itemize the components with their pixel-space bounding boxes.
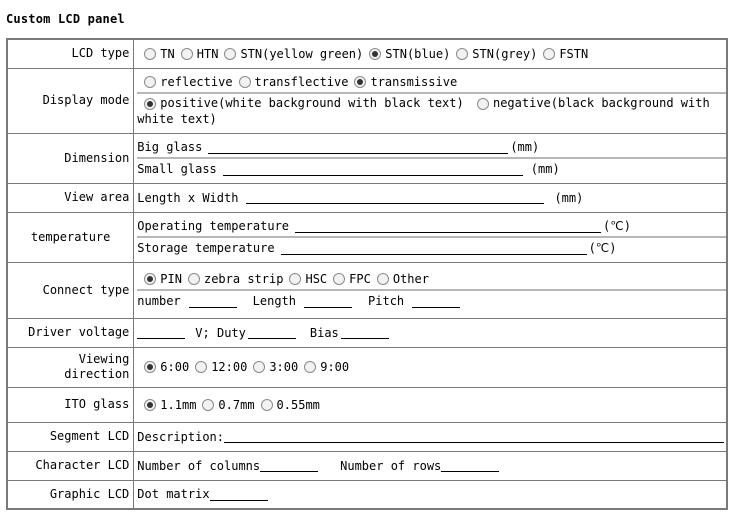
- radio-stn-grey[interactable]: [456, 48, 468, 60]
- storage-temperature-label: Storage temperature: [137, 241, 275, 255]
- view-area-label: View area: [7, 183, 134, 212]
- row-driver-voltage: [7, 318, 727, 347]
- small-glass-label: Small glass: [137, 162, 217, 176]
- dot-matrix-input[interactable]: [210, 488, 268, 501]
- unit-label: (mm): [510, 140, 540, 154]
- radio-label: negative(black background with white text): [137, 96, 710, 126]
- unit-label: (mm): [554, 190, 584, 205]
- radio-label: 12:00: [211, 360, 248, 374]
- radio-transmissive[interactable]: [354, 76, 366, 88]
- unit-label: (℃): [588, 241, 617, 255]
- radio-stn-yellow-green[interactable]: [224, 48, 236, 60]
- radio-fpc[interactable]: [333, 273, 345, 285]
- big-glass-input[interactable]: [208, 141, 508, 154]
- radio-9-00[interactable]: [304, 361, 316, 373]
- radio-label: STN(blue): [385, 46, 451, 61]
- page-title: Custom LCD panel: [6, 12, 125, 26]
- unit-label: (mm): [530, 162, 560, 176]
- rows-input[interactable]: [441, 459, 499, 472]
- voltage-input[interactable]: [137, 326, 185, 339]
- display-mode-options: [134, 68, 727, 133]
- view-area-input[interactable]: [246, 191, 544, 204]
- operating-temperature-input[interactable]: [295, 220, 601, 233]
- display-mode-label: Display mode: [7, 68, 134, 133]
- pitch-label: Pitch: [368, 294, 405, 308]
- radio-label: HTN: [196, 46, 219, 61]
- duty-input[interactable]: [248, 326, 296, 339]
- radio-1-1mm[interactable]: [144, 399, 156, 411]
- length-width-label: Length x Width: [137, 190, 239, 205]
- radio-pin[interactable]: [144, 273, 156, 285]
- length-input[interactable]: [304, 295, 352, 308]
- radio-label: STN(yellow green): [240, 46, 364, 61]
- radio-label: positive(white background with black text): [160, 96, 464, 110]
- radio-other[interactable]: [377, 273, 389, 285]
- character-lcd-label: Character LCD: [7, 451, 134, 480]
- rows-label: Number of rows: [340, 458, 442, 473]
- radio-3-00[interactable]: [253, 361, 265, 373]
- number-label: number: [137, 294, 181, 308]
- radio-tn[interactable]: [144, 48, 156, 60]
- big-glass-label: Big glass: [137, 140, 203, 154]
- radio-0-7mm[interactable]: [202, 399, 214, 411]
- storage-temperature-input[interactable]: [281, 242, 587, 255]
- operating-temperature-label: Operating temperature: [137, 219, 290, 233]
- row-viewing-direction: [7, 347, 727, 387]
- lcd-type-options: [134, 39, 727, 68]
- row-graphic-lcd: [7, 480, 727, 509]
- radio-negative[interactable]: [477, 98, 489, 110]
- dot-matrix-label: Dot matrix: [137, 487, 210, 502]
- description-label: Description:: [137, 429, 224, 444]
- row-view-area: [7, 183, 727, 212]
- radio-label: PIN: [160, 272, 182, 286]
- row-lcd-type: [7, 39, 727, 68]
- radio-transflective[interactable]: [239, 76, 251, 88]
- radio-label: Other: [392, 272, 429, 286]
- custom-lcd-form: [6, 38, 728, 510]
- radio-reflective[interactable]: [144, 76, 156, 88]
- radio-label: 0.7mm: [218, 397, 255, 412]
- columns-label: Number of columns: [137, 458, 261, 473]
- radio-label: FSTN: [559, 46, 589, 61]
- radio-label: HSC: [305, 272, 328, 286]
- radio-zebra-strip[interactable]: [188, 273, 200, 285]
- viewing-direction-label: Viewing direction: [7, 347, 134, 387]
- radio-label: reflective: [160, 75, 233, 89]
- radio-6-00[interactable]: [144, 361, 156, 373]
- unit-label: (℃): [603, 219, 631, 233]
- number-input[interactable]: [189, 295, 237, 308]
- graphic-lcd-label: Graphic LCD: [7, 480, 134, 509]
- row-segment-lcd: [7, 422, 727, 451]
- dimension-label: Dimension: [7, 133, 134, 183]
- radio-label: zebra strip: [203, 272, 284, 286]
- description-input[interactable]: [224, 430, 724, 443]
- radio-label: 3:00: [269, 360, 299, 374]
- radio-label: transflective: [254, 75, 349, 89]
- ito-glass-label: ITO glass: [7, 387, 134, 422]
- row-ito-glass: [7, 387, 727, 422]
- row-temperature: [7, 212, 727, 262]
- radio-fstn[interactable]: [543, 48, 555, 60]
- v-duty-label: V; Duty: [195, 325, 246, 340]
- radio-hsc[interactable]: [289, 273, 301, 285]
- length-label: Length: [252, 294, 297, 308]
- row-connect-type: [7, 262, 727, 318]
- radio-htn[interactable]: [181, 48, 193, 60]
- radio-positive[interactable]: [144, 98, 156, 110]
- connect-type-label: Connect type: [7, 262, 134, 318]
- radio-12-00[interactable]: [195, 361, 207, 373]
- radio-label: 6:00: [160, 360, 190, 374]
- radio-stn-blue[interactable]: [369, 48, 381, 60]
- radio-label: TN: [160, 46, 175, 61]
- radio-label: STN(grey): [472, 46, 538, 61]
- small-glass-input[interactable]: [223, 163, 523, 176]
- radio-label: transmissive: [370, 75, 458, 89]
- row-display-mode: [7, 68, 727, 133]
- temperature-label: temperature: [7, 212, 134, 262]
- segment-lcd-label: Segment LCD: [7, 422, 134, 451]
- radio-0-55mm[interactable]: [261, 399, 273, 411]
- row-dimension: [7, 133, 727, 183]
- bias-input[interactable]: [341, 326, 389, 339]
- radio-label: 1.1mm: [160, 397, 197, 412]
- bias-label: Bias: [309, 325, 339, 340]
- pitch-input[interactable]: [412, 295, 460, 308]
- columns-input[interactable]: [260, 459, 318, 472]
- lcd-type-label: LCD type: [7, 39, 134, 68]
- radio-label: 9:00: [320, 360, 350, 374]
- driver-voltage-label: Driver voltage: [7, 318, 134, 347]
- radio-label: 0.55mm: [276, 397, 320, 412]
- radio-label: FPC: [349, 272, 371, 286]
- row-character-lcd: [7, 451, 727, 480]
